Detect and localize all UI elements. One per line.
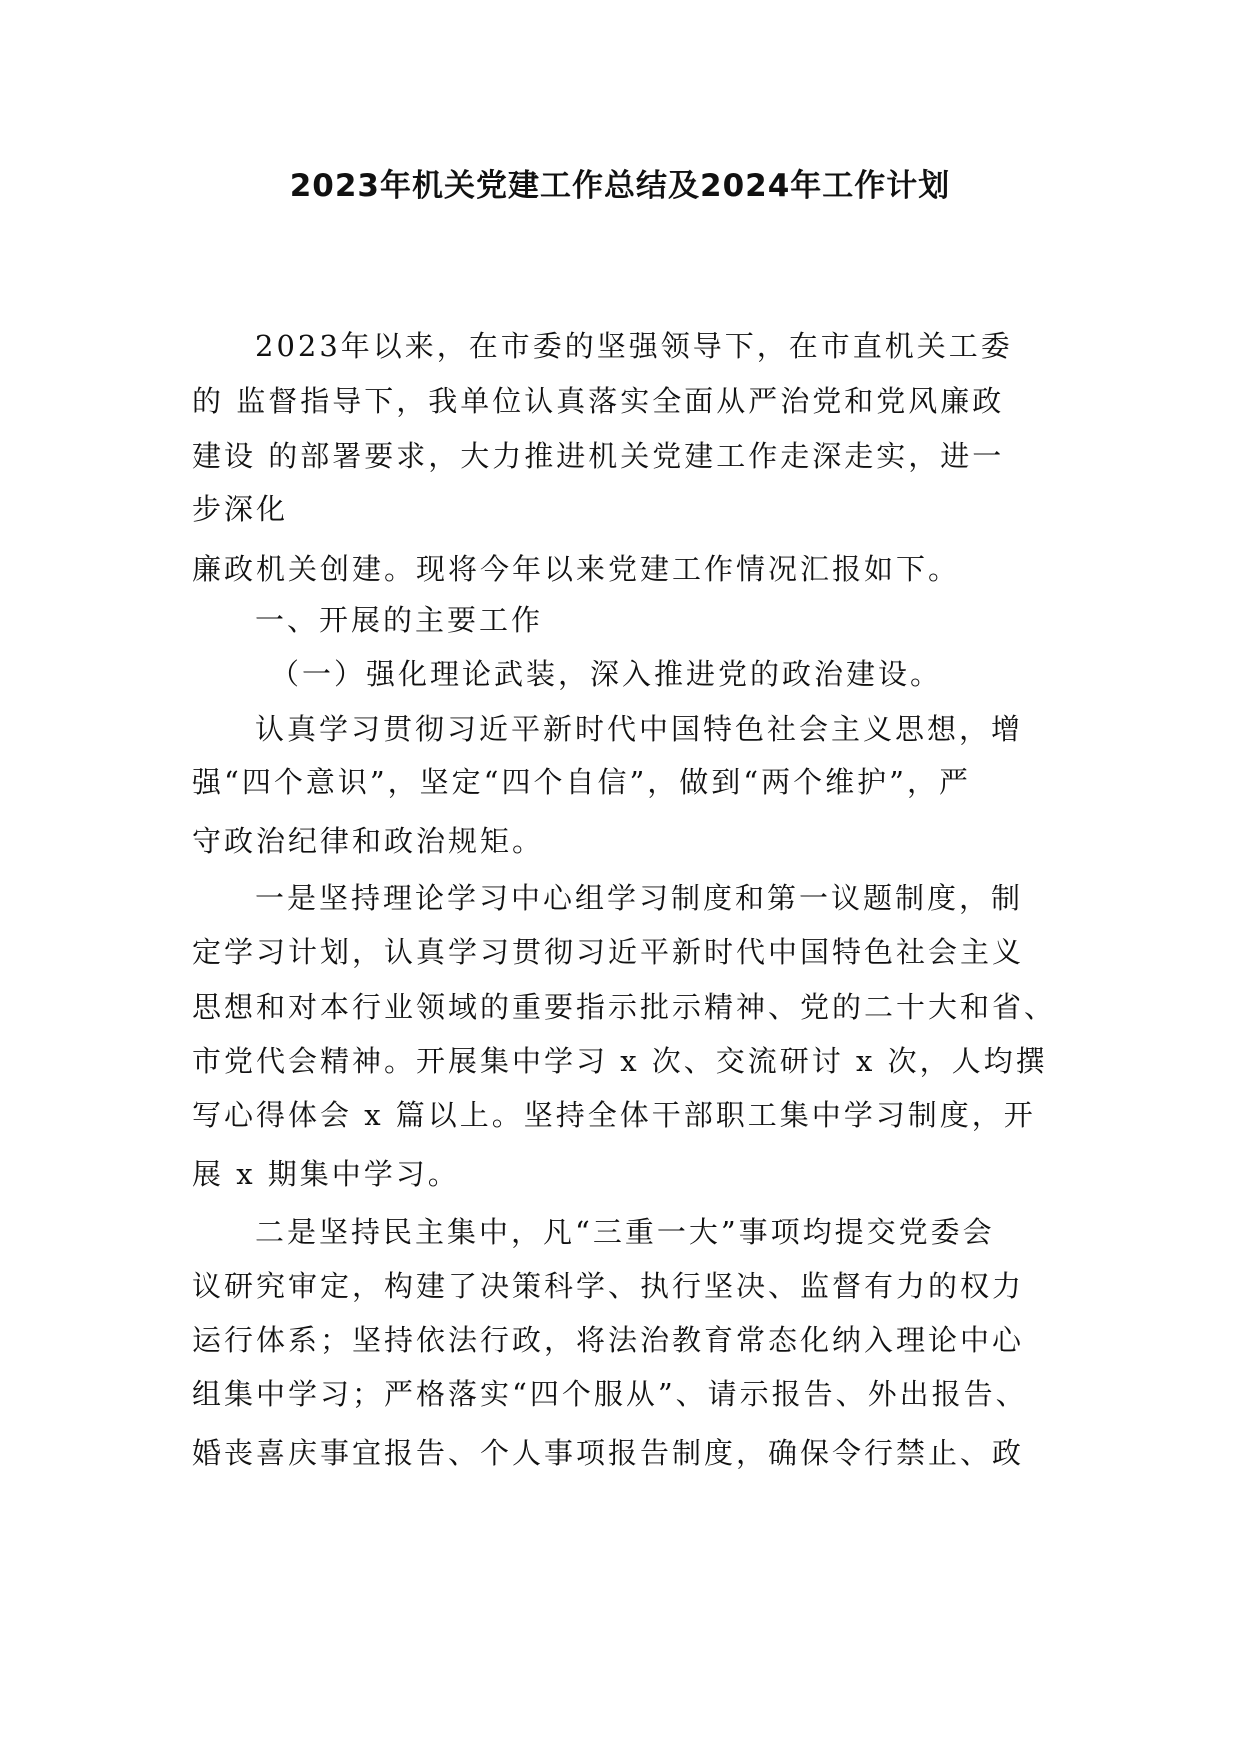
text-line: 一是坚持理论学习中心组学习制度和第一议题制度，制 <box>255 881 1024 915</box>
text-line: 廉政机关创建。现将今年以来党建工作情况汇报如下。 <box>192 552 961 586</box>
text-line: 的 监督指导下，我单位认真落实全面从严治党和党风廉政 <box>192 384 1005 418</box>
text-line: 思想和对本行业领域的重要指示批示精神、党的二十大和省、 <box>192 990 1057 1024</box>
text-line: 建设 的部署要求，大力推进机关党建工作走深走实，进一 <box>192 439 1005 473</box>
text-line: （一）强化理论武装，深入推进党的政治建设。 <box>270 657 943 691</box>
text-line: 运行体系；坚持依法行政，将法治教育常态化纳入理论中心 <box>192 1323 1025 1357</box>
text-line: 一、开展的主要工作 <box>255 603 544 637</box>
text-line: 定学习计划，认真学习贯彻习近平新时代中国特色社会主义 <box>192 935 1025 969</box>
text-line: 议研究审定，构建了决策科学、执行坚决、监督有力的权力 <box>192 1269 1025 1303</box>
text-line: 强“四个意识”，坚定“四个自信”，做到“两个维护”，严 <box>192 765 971 799</box>
text-line: 二是坚持民主集中，凡“三重一大”事项均提交党委会 <box>255 1215 995 1249</box>
text-line: 婚丧喜庆事宜报告、个人事项报告制度，确保令行禁止、政 <box>192 1436 1025 1470</box>
text-line: 展 x 期集中学习。 <box>192 1157 460 1191</box>
text-line: 市党代会精神。开展集中学习 x 次、交流研讨 x 次，人均撰 <box>192 1044 1048 1078</box>
text-line: 守政治纪律和政治规矩。 <box>192 824 545 858</box>
text-line: 2023年以来，在市委的坚强领导下，在市直机关工委 <box>255 329 1013 363</box>
text-line: 认真学习贯彻习近平新时代中国特色社会主义思想，增 <box>255 712 1024 746</box>
text-line: 组集中学习；严格落实“四个服从”、请示报告、外出报告、 <box>192 1377 1028 1411</box>
text-line: 步深化 <box>192 492 289 526</box>
document-title: 2023年机关党建工作总结及2024年工作计划 <box>289 168 951 204</box>
text-line: 写心得体会 x 篇以上。坚持全体干部职工集中学习制度，开 <box>192 1098 1036 1132</box>
